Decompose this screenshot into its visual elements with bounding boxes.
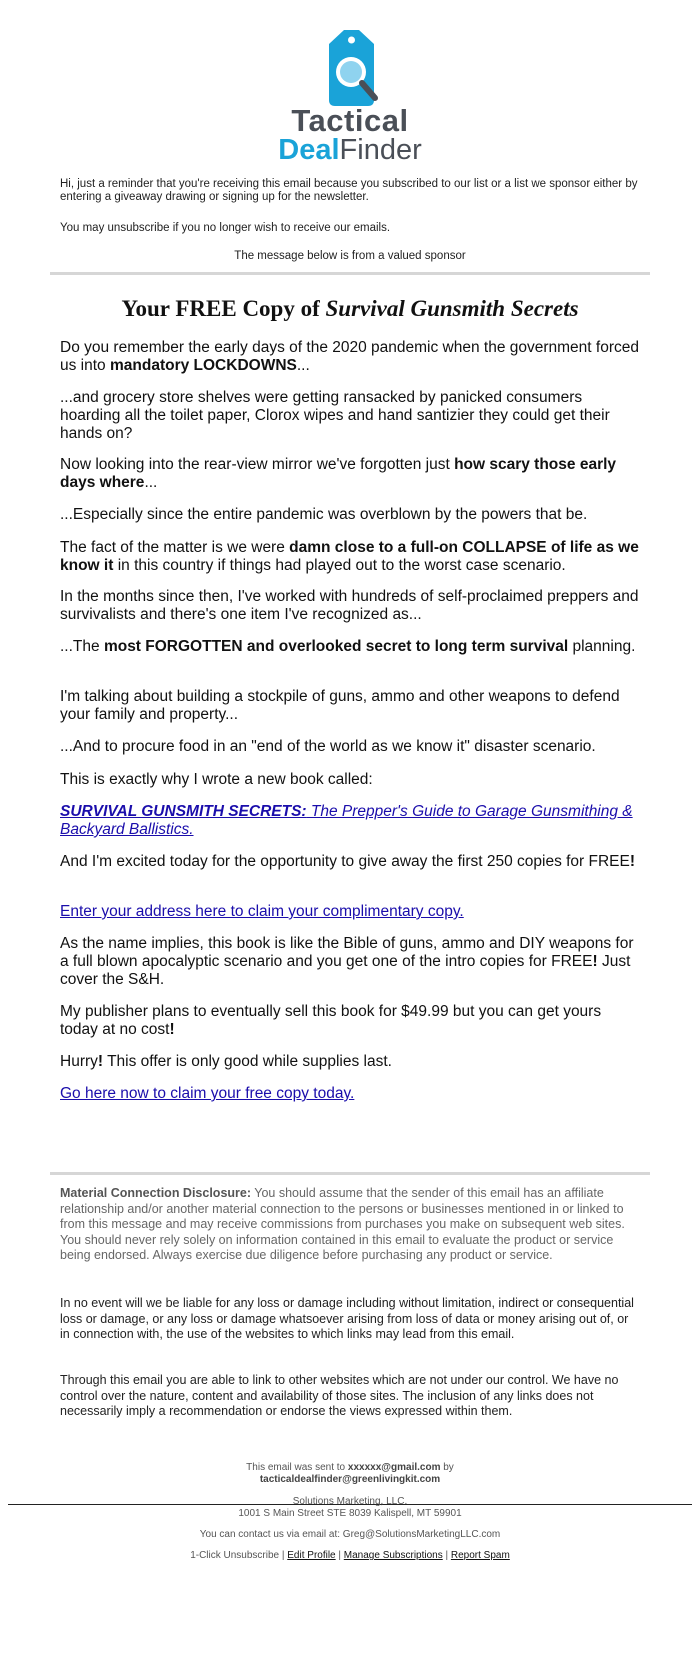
sponsor-note: The message below is from a valued sponsor <box>234 250 466 262</box>
p14-text: Hurry <box>60 1053 98 1070</box>
p5-text-end: in this country if things had played out to the worst case scenario. <box>113 557 566 574</box>
p7-text-end: planning. <box>568 638 636 655</box>
paragraph-13 <box>60 1003 640 1039</box>
p1-ellipsis: ... <box>296 357 310 374</box>
sent-by: by <box>440 1462 454 1473</box>
claim-free-copy-link[interactable]: Go here now to claim your free copy today. <box>60 1085 355 1102</box>
claim-link-paragraph <box>60 903 640 921</box>
book-link-rest: The Prepper's Guide to Garage Gunsmithing & Backyard Ballistics. <box>60 803 633 838</box>
material-disclosure <box>60 1186 640 1264</box>
sender-email: tacticaldealfinder@greenlivingkit.com <box>259 1474 441 1485</box>
price-tag-magnifier-icon <box>262 28 438 108</box>
p5-bold: damn close to a full-on COLLAPSE of life as we know it <box>60 539 639 574</box>
logo-word-dealfinder <box>262 134 438 166</box>
edit-profile-link[interactable]: Edit Profile <box>287 1550 336 1561</box>
disclosure-text: You should assume that the sender of this email has an affiliate relationship and/or another material connection to the persons or businesses mentioned in or linked to from this message and may receive commissions from purchases you make on subsequent web sites. You should never rely solely on information contained in this email to evaluate the product or service being endorsed. Always exercise due diligence before purchasing any product or service. <box>60 1186 625 1262</box>
book-link-bold: SURVIVAL GUNSMITH SECRETS: <box>60 803 307 820</box>
p14-text-end: This offer is only good while supplies last. <box>103 1053 392 1070</box>
divider-bottom <box>50 1172 650 1175</box>
disclosure-label: Material Connection Disclosure: <box>60 1186 252 1200</box>
liability-disclaimer: In no event will we be liable for any loss or damage including without limitation, indirect or consequential loss or damage, or any loss or damage whatsoever arising from loss of data or money arising out of, or in connection with, the use of the websites to which links may lead from this email. <box>60 1296 634 1341</box>
one-click-unsubscribe[interactable]: 1-Click Unsubscribe <box>190 1550 280 1561</box>
footer-sep: | <box>335 1550 344 1561</box>
company-address: 1001 S Main Street STE 8039 Kalispell, MT 59901 <box>238 1508 462 1519</box>
book-link-paragraph <box>60 803 640 839</box>
external-links-disclaimer: Through this email you are able to link to other websites which are not under our control. We have no control over the nature, content and availability of those sites. The inclusion of any links does not necessarily imply a recommendation or endorse the views expressed within them. <box>60 1373 619 1418</box>
p12-exclaim: ! <box>592 953 598 970</box>
paragraph-9: ...And to procure food in an "end of the world as we know it" disaster scenario. <box>60 738 596 755</box>
sender-line <box>0 1474 700 1486</box>
p1-bold: mandatory LOCKDOWNS <box>109 357 297 374</box>
unsubscribe-note: You may unsubscribe if you no longer wish to receive our emails. <box>60 222 391 234</box>
title-prefix: Your FREE Copy of <box>121 296 326 321</box>
p12-text-end: Just cover the S&H. <box>60 953 631 988</box>
paragraph-10: This is exactly why I wrote a new book called: <box>60 771 373 788</box>
p3-ellipsis: ... <box>144 474 158 491</box>
paragraph-1 <box>60 339 640 375</box>
p11-exclaim: ! <box>629 853 636 870</box>
paragraph-4: ...Especially since the entire pandemic was overblown by the powers that be. <box>60 506 588 523</box>
paragraph-3 <box>60 456 640 492</box>
claim-copy-link[interactable]: Enter your address here to claim your complimentary copy. <box>60 903 464 920</box>
p5-text: The fact of the matter is we were <box>60 539 290 556</box>
paragraph-5 <box>60 539 640 575</box>
footer-sep: | <box>279 1550 288 1561</box>
sent-prefix: This email was sent to <box>246 1462 348 1473</box>
p13-exclaim: ! <box>169 1021 175 1038</box>
logo-finder: Finder <box>339 134 422 166</box>
footer-sep: | <box>442 1550 451 1561</box>
p11-text: And I'm excited today for the opportunity to give away the first 250 copies for FREE <box>60 853 630 870</box>
paragraph-12 <box>60 935 640 989</box>
manage-subscriptions-link[interactable]: Manage Subscriptions <box>343 1550 443 1561</box>
p13-text: My publisher plans to eventually sell this book for $49.99 but you can get yours today at no cost <box>60 1003 602 1038</box>
book-link[interactable] <box>60 803 633 838</box>
footer-links <box>0 1550 700 1562</box>
divider-top <box>50 272 650 275</box>
company-name: Solutions Marketing, LLC. <box>292 1496 408 1507</box>
sent-to-line <box>0 1462 700 1474</box>
p12-text: As the name implies, this book is like the Bible of guns, ammo and DIY weapons for a full blown apocalyptic scenario and you get one of the intro copies for FREE <box>60 935 634 970</box>
final-link-paragraph <box>60 1085 640 1103</box>
paragraph-6: In the months since then, I've worked with hundreds of self-proclaimed preppers and survivalists and there's one item I've recognized as... <box>60 588 639 623</box>
paragraph-2: ...and grocery store shelves were getting ransacked by panicked consumers hoarding all the toilet paper, Clorox wipes and hand santizier they could get their hands on? <box>60 389 610 442</box>
logo-deal: Deal <box>278 134 340 166</box>
report-spam-link[interactable]: Report Spam <box>450 1550 510 1561</box>
p14-exclaim: ! <box>97 1053 104 1070</box>
tactical-deal-finder-logo <box>262 28 438 166</box>
paragraph-7 <box>60 638 640 656</box>
paragraph-11 <box>60 853 640 871</box>
recipient-email: xxxxxx@gmail.com <box>347 1462 441 1473</box>
p3-text: Now looking into the rear-view mirror we've forgotten just <box>60 456 455 473</box>
logo-word-tactical: Tactical <box>291 103 409 138</box>
paragraph-14 <box>60 1053 640 1071</box>
p7-bold: most FORGOTTEN and overlooked secret to long term survival <box>103 638 569 655</box>
contact-line: You can contact us via email at: Greg@SolutionsMarketingLLC.com <box>199 1529 501 1540</box>
subscription-reminder: Hi, just a reminder that you're receiving this email because you subscribed to our list or a list we sponsor either by entering a giveaway drawing or signing up for the newsletter. <box>60 178 638 203</box>
book-title: Survival Gunsmith Secrets <box>325 296 579 321</box>
paragraph-8: I'm talking about building a stockpile of guns, ammo and other weapons to defend your family and property... <box>60 688 620 723</box>
p3-bold: how scary those early days where <box>60 456 617 491</box>
page-title <box>50 296 650 322</box>
p1-text: Do you remember the early days of the 2020 pandemic when the government forced us into <box>60 339 639 374</box>
p7-text: ...The <box>60 638 104 655</box>
